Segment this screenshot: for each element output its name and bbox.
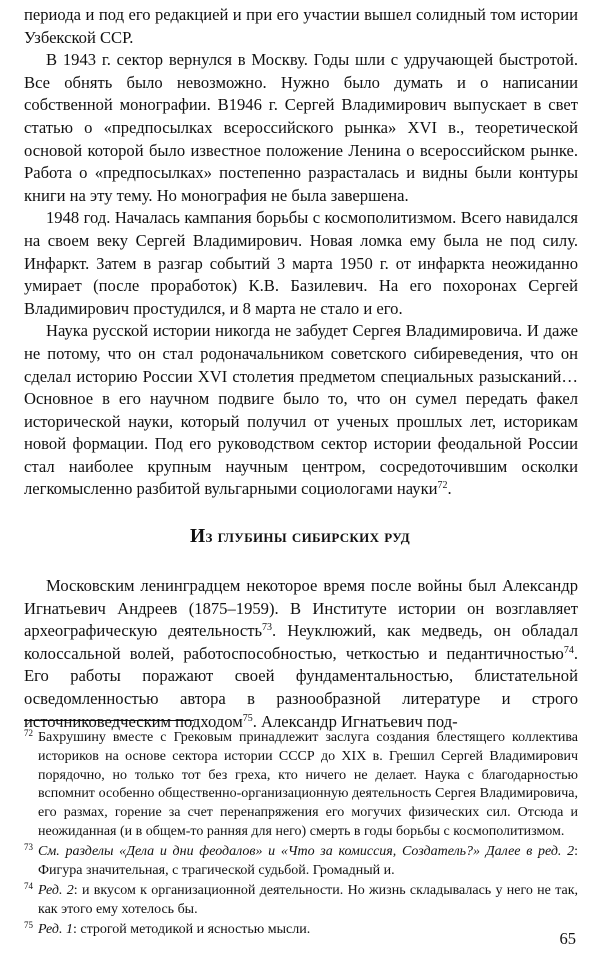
footnote-text: : строгой методикой и ясностью мысли. — [73, 922, 311, 938]
footnote-text: Бахрушину вместе с Грековым принадлежит заслуга создания блестящего коллектива историков на основе сектора истории СССР до XIX в. Грешил Сергей Владимирович порядочно, но только тот без греха, кто ничего не делает. Наука с благодарностью вспомнит особенно общественно-организационную деятельность Сергея Владимировича, его размах, горение за счет перенапряжения его могучих физических сил. Отсюда и неожиданная (и в общем-то ранняя для него) смерть в годы борьбы с космополитизмом. — [38, 730, 578, 839]
footnote-74: 74 Ред. 2: и вкусом к организационной деятельности. Но жизнь складывалась у него не так, как этого ему хотелось бы. — [24, 881, 578, 918]
paragraph-4: Наука русской истории никогда не забудет Сергея Владимировича. И даже не потому, что он стал родоначальником советского сибиреведения, что он сделал историю России XVI столетия предметом специальных разысканий… Основное в его научном подвиге было то, что он сумел передать факел исторической науки, который получил от ученых прошлых лет, историкам новой формации. Под его руководством сектор истории феодальной России стал наиболее крупным научным центром, сосредоточившим осколки легкомысленно разбитой вульгарными социологами науки$^{72}$. — [24, 321, 578, 499]
footnote-ref-73: 73 — [262, 622, 273, 634]
footnote-ref-74: 74 — [563, 644, 574, 656]
p5-part-d: . Александр Игнатьевич под- — [252, 711, 458, 731]
footnotes — [24, 729, 578, 942]
footnote-ref-72: 72 — [437, 480, 448, 492]
paragraph-4-text: Наука русской истории никогда не забудет Сергея Владимировича. И даже не потому, что он стал родоначальником советского сибиреведения, что он сделал историю России XVI столетия предметом специальных разысканий… Основное в его научном подвиге было то, что он сумел передать факел исторической науки, который получил от ученых прошлых лет, историкам новой формации. Под его руководством сектор истории феодальной России стал наиболее крупным научным центром, сосредоточившим осколки легкомысленно разбитой вульгарными социологами науки — [24, 321, 578, 499]
footnote-text: : Фигура значительная, с трагической судьбой. Громадный и. — [38, 844, 578, 879]
paragraph-3: 1948 год. Началась кампания борьбы с космополитизмом. Всего навидался на своем веку Сергей Владимирович. Новая ломка ему была не под силу. Инфаркт. Затем в разгар событий 3 марта 1950 г. от инфаркта неожиданно умирает (после проработок) К.В. Базилевич. На его похоронах Сергей Владимирович простудился, и 8 марта не стало и его. — [24, 208, 578, 318]
p5-part-b: . Неуклюжий, как медведь, он обладал колоссальной волей, работоспособностью, четкостью и педантичностью — [24, 621, 578, 663]
footnote-ref-75: 75 — [242, 712, 253, 724]
paragraph-1: периода и под его редакцией и при его участии вышел солидный том истории Узбекской ССР. — [24, 5, 578, 47]
footnote-75: 75 Ред. 1: строгой методикой и ясностью мысли. — [24, 920, 311, 938]
footnote-ref-italic: Ред. 2 — [38, 883, 74, 899]
footnote-72: 72 Бахрушину вместе с Грековым принадлежит заслуга создания блестящего коллектива историков на основе сектора истории СССР до XIX в. Грешил Сергей Владимирович порядочно, но только тот без греха, кто ничего не делает. Наука с благодарностью вспомнит особенно общественно-организационную деятельность Сергея Владимировича, его размах, горение за счет перенапряжения его могучих физических сил. Отсюда и неожиданная (и в общем-то ранняя для него) смерть в годы борьбы с космополитизмом. — [24, 728, 578, 839]
footnote-separator — [24, 720, 194, 721]
heading-initial: И — [189, 526, 206, 547]
footnote-text: : и вкусом к организационной деятельности. Но жизнь складывалась у него не так, как этого ему хотелось бы. — [38, 883, 578, 918]
main-text-top — [24, 4, 578, 501]
paragraph-2: В 1943 г. сектор вернулся в Москву. Годы шли с удручающей быстротой. Все обнять было невозможно. Нужно было думать и о написании собственной монографии. В1946 г. Сергей Владимирович выпускает в свет статью о «предпосылках всероссийского рынка» XVI в., теоретической основой которой было известное положение Ленина о всероссийском рынке. Работа о «предпосылках» постепенно разрасталась и видны были контуры книги на эту тему. Но монография не была завершена. — [24, 50, 578, 205]
paragraph-5 — [24, 575, 578, 733]
footnote-73: 73 См. разделы «Дела и дни феодалов» и «Что за комиссия, Создатель?» Далее в ред. 2: Фигура значительная, с трагической судьбой. Громадный и. — [24, 842, 578, 879]
footnote-ref-italic: Ред. 1 — [38, 922, 73, 938]
p5-part-c: . Его работы поражают своей фундаментальностью, блистательной осведомленностью автора в разнообразной литературе и строго источниковедческим подходом — [24, 643, 578, 731]
main-text-bottom — [24, 575, 578, 733]
section-heading — [0, 526, 600, 548]
p5-part-a: Московским ленинградцем некоторое время после войны был Александр Игнатьевич Андреев (1875–1959). В Институте истории он возглавляет археографическую деятельность — [24, 576, 578, 641]
footnote-ref-italic: См. разделы «Дела и дни феодалов» и «Что за комиссия, Создатель?» Далее в ред. 2 — [38, 844, 575, 860]
page-number: 65 — [559, 929, 576, 948]
heading-rest: з глубины сибирских руд — [205, 526, 410, 547]
